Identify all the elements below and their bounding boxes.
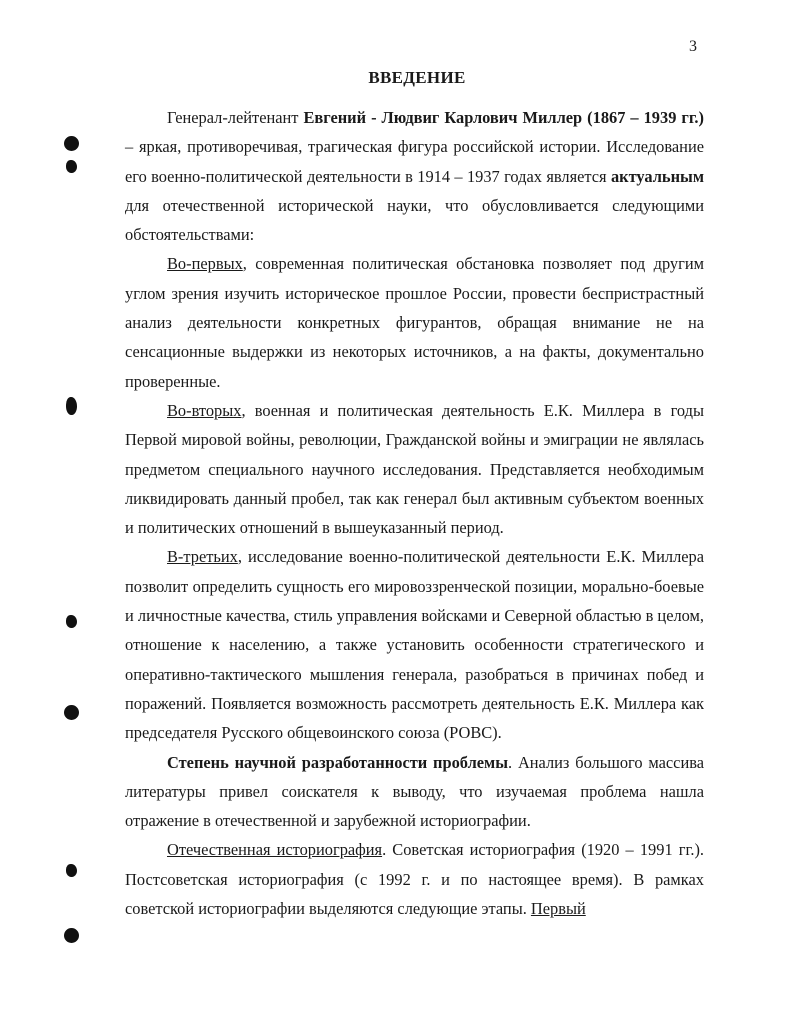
- binding-hole-mark: [66, 397, 77, 415]
- paragraph-degree: Степень научной разработанности проблемы. Анализ большого массива литературы привел соискателя к выводу, что изучаемая проблема нашла отражение в отечественной и зарубежной историографии.: [125, 752, 705, 831]
- binding-hole-mark: [66, 160, 77, 173]
- page-number: 3: [689, 38, 697, 55]
- binding-hole-mark: [64, 136, 79, 151]
- body-text: [125, 103, 704, 923]
- binding-hole-mark: [64, 928, 79, 943]
- binding-hole-mark: [66, 864, 77, 877]
- binding-hole-mark: [64, 705, 79, 720]
- paragraph-third: В-третьих, исследование военно-политической деятельности Е.К. Миллера позволит определить сущность его мировоззренческой позиции, морально-боевые и личностные качества, стиль управления войсками и Северной областью в целом, отношение к населению, а также установить особенности стратегического и оперативно-тактического мышления генерала, разобраться в причинах побед и поражений. Появляется возможность рассмотреть деятельность Е.К. Миллера как председателя Русского общевоинского союза (РОВС).: [125, 547, 704, 743]
- paragraph-intro: Генерал-лейтенант Евгений - Людвиг Карлович Миллер (1867 – 1939 гг.) – яркая, противоречивая, трагическая фигура российской истории. Исследование его военно-политической деятельности в 1914 – 1937 годах является актуальным для отечественной исторической науки, что обусловливается следующими обстоятельствами:: [125, 108, 704, 245]
- paragraph-second: Во-вторых, военная и политическая деятельность Е.К. Миллера в годы Первой мировой войны, революции, Гражданской войны и эмиграции не являлась предметом специального научного исследования. Представляется необходимым ликвидировать данный пробел, так как генерал был активным субъектом военных и политических отношений в вышеуказанный период.: [125, 400, 704, 538]
- binding-hole-mark: [66, 615, 77, 628]
- paragraph-historiography: Отечественная историография. Советская историография (1920 – 1991 гг.). Постсоветская историография (с 1992 г. и по настоящее время). В рамках советской историографии выделяются следующие этапы. Первый: [125, 840, 704, 919]
- section-title: ВВЕДЕНИЕ: [368, 68, 466, 87]
- paragraph-first: Во-первых, современная политическая обстановка позволяет под другим углом зрения изучить историческое прошлое России, провести беспристрастный анализ деятельности конкретных фигурантов, обращая внимание не на сенсационные выдержки из некоторых источников, а на факты, документально проверенные.: [125, 254, 704, 391]
